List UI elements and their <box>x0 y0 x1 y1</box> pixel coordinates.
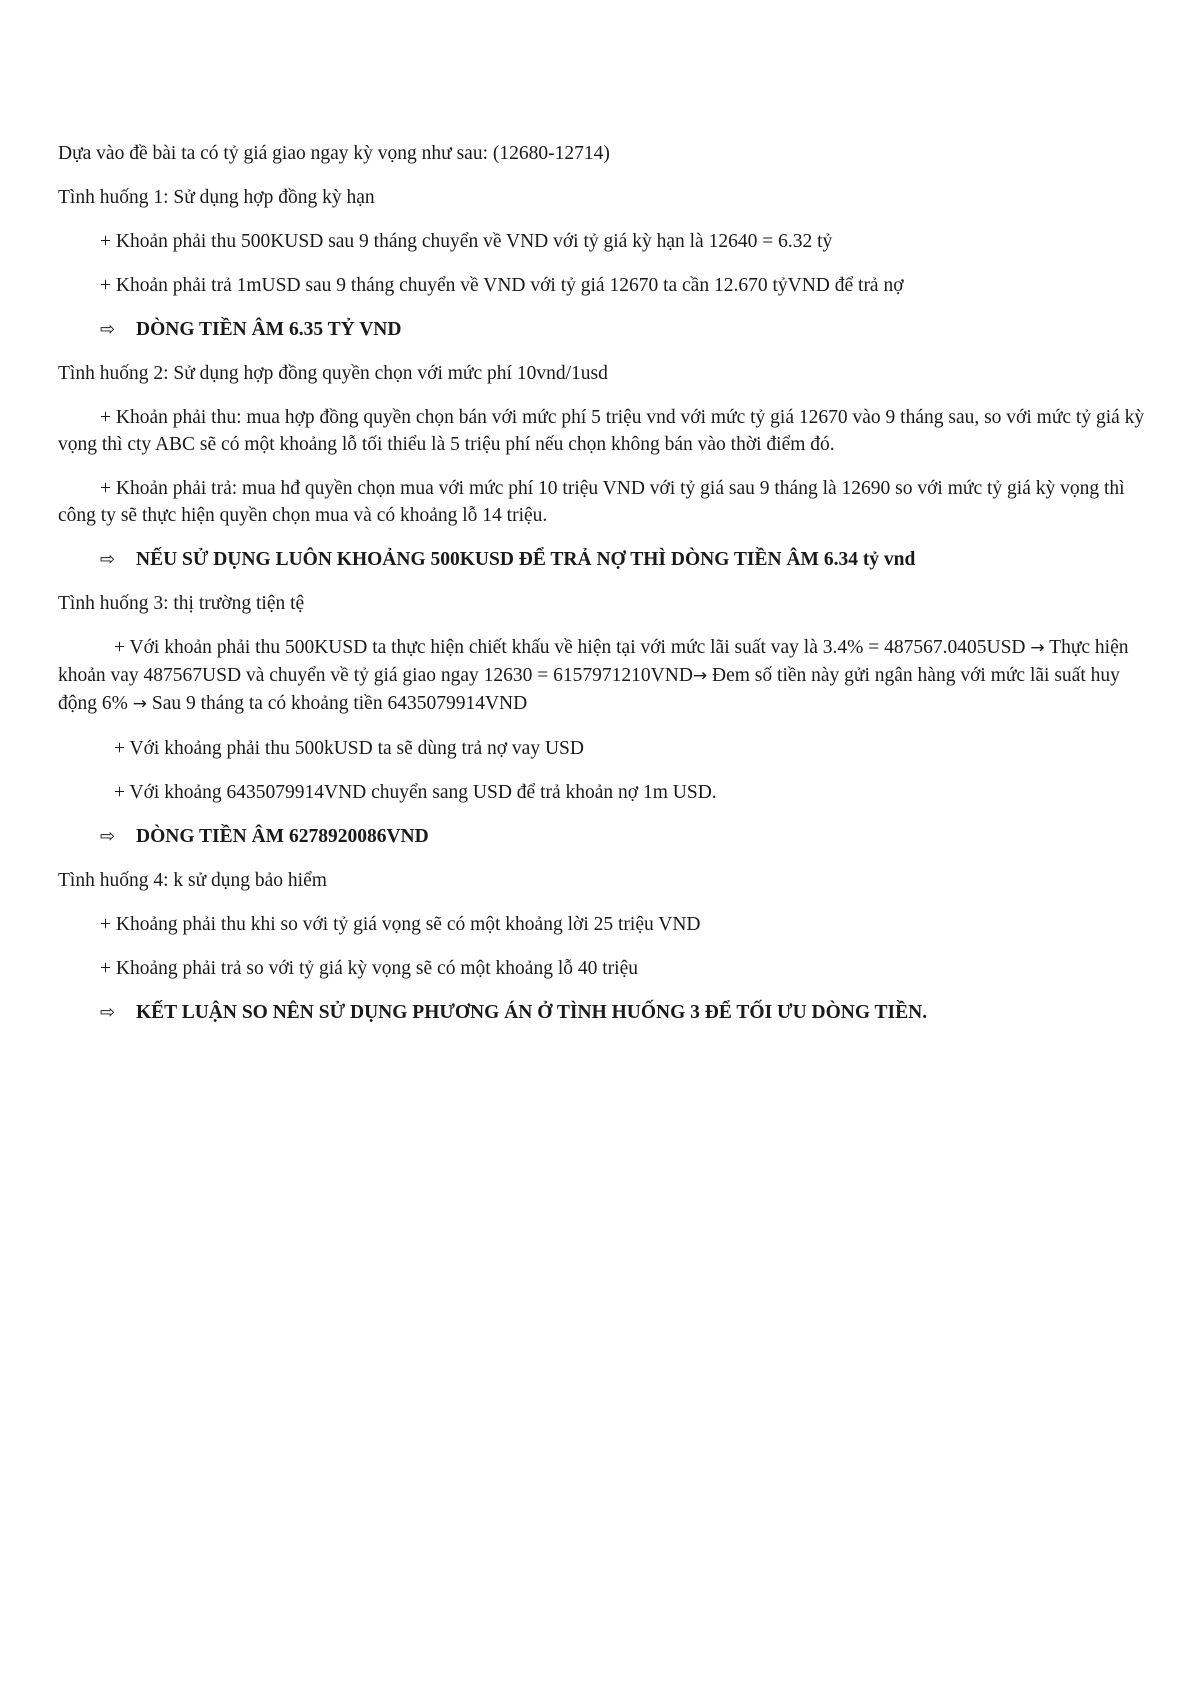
case3-item-discount-part2: Thực hiện khoản vay 487567USD và chuyển về tỷ giá giao ngay 12630 = 6157971210VND <box>58 637 1129 686</box>
final-conclusion-text: KẾT LUẬN SO NÊN SỬ DỤNG PHƯƠNG ÁN Ở TÌNH HUỐNG 3 ĐỂ TỐI ƯU DÒNG TIỀN. <box>136 1002 928 1023</box>
outline-arrow-icon: ⇨ <box>100 1002 116 1023</box>
case1-heading: Tình huống 1: Sử dụng hợp đồng kỳ hạn <box>58 187 375 208</box>
case2-conclusion <box>58 546 1148 573</box>
case1-conclusion <box>58 316 1148 343</box>
outline-arrow-icon: ⇨ <box>100 826 116 847</box>
case3-item-discount <box>58 634 1148 718</box>
case1-item-receivable: + Khoản phải thu 500KUSD sau 9 tháng chuyển về VND với tỷ giá kỳ hạn là 12640 = 6.32 tỷ <box>100 231 833 252</box>
intro-paragraph: Dựa vào đề bài ta có tỷ giá giao ngay kỳ vọng như sau: (12680-12714) <box>58 143 610 164</box>
solid-arrow-icon: → <box>692 666 708 686</box>
case3-item-discount-part1: + Với khoản phải thu 500KUSD ta thực hiện chiết khấu về hiện tại với mức lãi suất vay là 3.4% = 487567.0405USD <box>114 637 1031 658</box>
case2-heading: Tình huống 2: Sử dụng hợp đồng quyền chọn với mức phí 10vnd/1usd <box>58 363 608 384</box>
case3-item-repay-usd: + Với khoảng phải thu 500kUSD ta sẽ dùng trả nợ vay USD <box>114 738 584 759</box>
outline-arrow-icon: ⇨ <box>100 319 116 340</box>
case2-conclusion-text: NẾU SỬ DỤNG LUÔN KHOẢNG 500KUSD ĐỂ TRẢ NỢ THÌ DÒNG TIỀN ÂM 6.34 tỷ vnd <box>136 549 916 570</box>
case4-item-receivable: + Khoảng phải thu khi so với tỷ giá vọng sẽ có một khoảng lời 25 triệu VND <box>100 914 701 935</box>
case3-item-discount-part4: Sau 9 tháng ta có khoảng tiền 6435079914VND <box>147 693 528 714</box>
final-conclusion <box>58 999 1148 1026</box>
document-body <box>58 140 1148 1043</box>
outline-arrow-icon: ⇨ <box>100 549 116 570</box>
case3-conclusion-text: DÒNG TIỀN ÂM 6278920086VND <box>136 826 429 847</box>
case3-item-discount-part3: Đem số tiền này gửi ngân hàng với mức lãi suất huy động 6% <box>58 665 1120 714</box>
case2-item-receivable: + Khoản phải thu: mua hợp đồng quyền chọn bán với mức phí 5 triệu vnd với mức tỷ giá 12670 vào 9 tháng sau, so với mức tỷ giá kỳ vọng thì cty ABC sẽ có một khoảng lỗ tối thiểu là 5 triệu phí nếu chọn không bán vào thời điểm đó. <box>58 407 1145 455</box>
case4-heading: Tình huống 4: k sử dụng bảo hiểm <box>58 870 327 891</box>
case2-item-payable: + Khoản phải trả: mua hđ quyền chọn mua với mức phí 10 triệu VND với tỷ giá sau 9 tháng là 12690 so với mức tỷ giá kỳ vọng thì công ty sẽ thực hiện quyền chọn mua và có khoảng lỗ 14 triệu. <box>58 478 1125 526</box>
case3-item-convert-vnd: + Với khoảng 6435079914VND chuyển sang USD để trả khoản nợ 1m USD. <box>114 782 717 803</box>
case1-item-payable: + Khoản phải trả 1mUSD sau 9 tháng chuyển về VND với tỷ giá 12670 ta cần 12.670 tỷVND để trả nợ <box>100 275 904 296</box>
case1-conclusion-text: DÒNG TIỀN ÂM 6.35 TỶ VND <box>136 319 402 340</box>
case4-item-payable: + Khoảng phải trả so với tỷ giá kỳ vọng sẽ có một khoảng lỗ 40 triệu <box>100 958 638 979</box>
case3-conclusion <box>58 823 1148 850</box>
case3-heading: Tình huống 3: thị trường tiện tệ <box>58 593 305 614</box>
solid-arrow-icon: → <box>132 694 147 714</box>
solid-arrow-icon: → <box>1030 638 1045 658</box>
